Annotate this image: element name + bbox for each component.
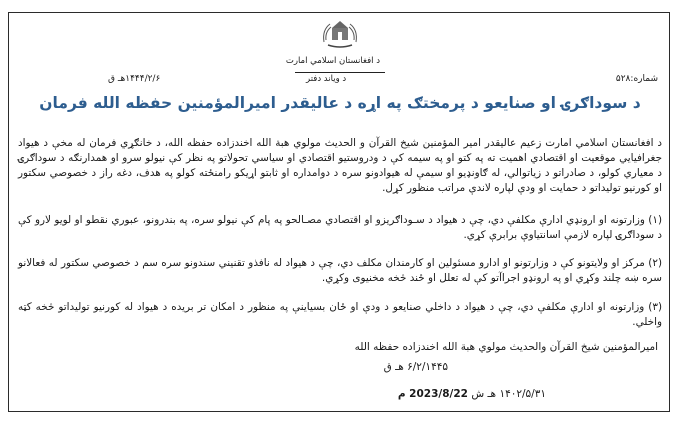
solar-date: ۱۴۰۲/۵/۳۱ هـ ش [471, 388, 546, 400]
article-3: (۳) وزارتونه او ادارې مکلفې دي، چې د هیواد د داخلي صنایعو د ودې او ځان بسیاینې په منظور د امکان تر بریده د هیواد له کورنیو تولیداتو څخه کټه واخلي. [18, 301, 662, 328]
article-1: (۱) وزارتونه او ارونډي ادارې مکلفې دي، چې د هیواد د سـوداګریزو او اقتصادي مصـالحو په پام کې نیولو سره، په بندرونو، عبوري نقطو او لویو لارو کې د سوداګرۍ لپاره لازمې اسانتیاوې برابرې کړي. [18, 214, 662, 241]
document-date: ۱۴۴۴/۲/۶هـ ق [108, 74, 161, 84]
gregorian-date: 2023/8/22 م [397, 388, 468, 400]
signatory-name: امیرالمؤمنین شیخ القرآن والحدیث مولوي هبة الله اخندزاده حفظه الله [354, 341, 658, 353]
emirate-emblem-icon [318, 16, 362, 50]
header-divider [295, 72, 385, 73]
signature-dates [398, 388, 546, 400]
decree-title: د سوداګرۍ او صنايعو د پرمختګ په اړه د عاليقدر امیرالمؤمنین حفظه الله فرمان [39, 94, 641, 112]
office-name: د وياند دفتر [306, 74, 347, 84]
document-number: شماره:۵۲۸ [615, 74, 658, 84]
article-2: (۲) مرکز او ولایتونو کې د وزارتونو او ادارو مسئولین او کارمندان مکلف دي، چې د هیواد له نافذو تقنیني سندونو سره سم د خصوصي سکتور له فعالانو سره ښه چلند وکړي او په ارونډو اجراآتو کې له تعلل او ځند څخه مخنیوی وکړي. [18, 257, 662, 284]
organization-name: د افغانستان اسلامي امارت [285, 56, 380, 66]
intro-paragraph: د افغانستان اسلامي امارت زعيم عاليقدر امیر المؤمنین شيخ القرآن و الحديث مولوي هبة الله اخندزاده حفظه الله، د خانګړي فرمان له مخې د هیواد جغرافیایي موقعیت او اقتصادي اهمیت ته په کتو او په سیمه کې د ودروستیو اقتصادي او سیاسي تحولاتو په نظر کې نیولو سرو او همدارنګه د سوداګرۍ د معیاري کولو، د صادراتو د زیاتوالي، له ګاونډیو او سیمې له هیوادونو سره د دوامداره او ثابتو اړیکو رامنځته کولو په هدف، دغه راز د خصوصي سکتور او کورنیو تولیداتو د حمایت او ودې لپاره لاندې مراتب منظور کړل. [18, 137, 662, 194]
signature-hijri-date: ۶/۲/۱۴۴۵ هـ ق [383, 361, 448, 373]
